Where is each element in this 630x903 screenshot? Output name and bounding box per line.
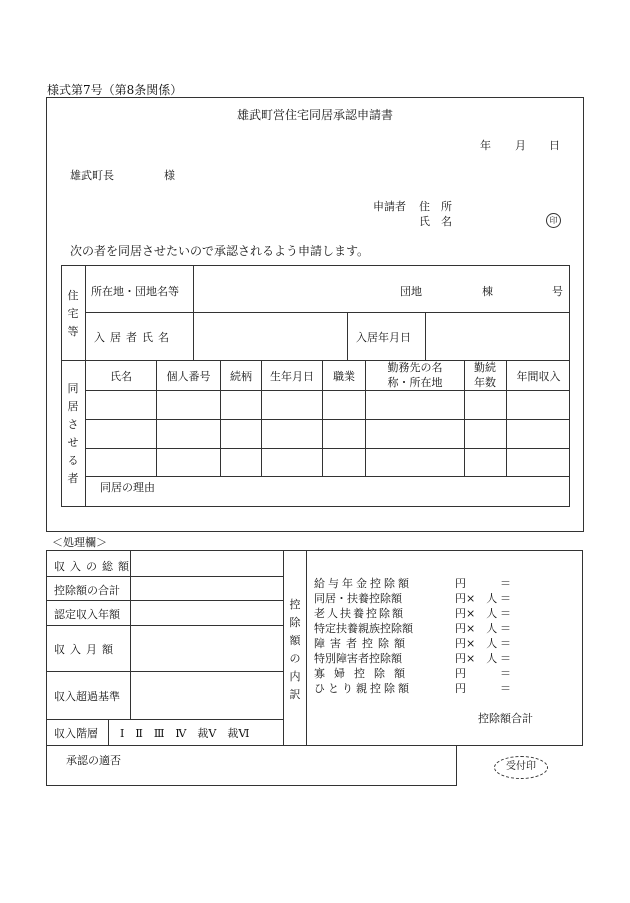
applicant-name-label: 氏 名 (419, 215, 452, 228)
deduction-total-label: 控除額の合計 (54, 584, 120, 597)
approval-label: 承認の適否 (66, 754, 121, 767)
deduction-name-2: 老人扶養控除額 (314, 607, 405, 620)
date-month: 月 (515, 139, 526, 152)
deduction-eq-2: ＝ (500, 607, 511, 620)
deduction-unit-6: 円 (455, 667, 466, 680)
header-annual-income: 年間収入 (516, 370, 561, 383)
deduction-unit-5: 円× 人 (455, 652, 498, 665)
housing-section-label: 住宅等 (67, 289, 79, 338)
deduction-breakdown-label: 控除額の内訳 (289, 598, 301, 701)
deduction-total-sum-label: 控除額合計 (478, 712, 533, 725)
deduction-unit-4: 円× 人 (455, 637, 498, 650)
receipt-stamp: 受付印 (494, 756, 548, 779)
header-workplace: 勤務先の名称・所在地 (387, 361, 443, 389)
deduction-name-0: 給与年金控除額 (314, 577, 412, 590)
deduction-eq-7: ＝ (500, 682, 511, 695)
certified-income-label: 認定収入年額 (54, 608, 120, 621)
reason-label: 同居の理由 (100, 481, 155, 494)
date-day: 日 (549, 139, 560, 152)
applicant-address-label: 住 所 (419, 200, 452, 213)
form-number: 様式第7号（第8条関係） (47, 83, 183, 97)
total-income-label: 収入の総額 (54, 560, 134, 573)
document-title: 雄武町営住宅同居承認申請書 (236, 108, 393, 122)
deduction-unit-7: 円 (455, 682, 466, 695)
addressee-suffix: 様 (164, 169, 175, 182)
deduction-unit-2: 円× 人 (455, 607, 498, 620)
header-occupation: 職業 (333, 370, 355, 383)
location-label: 所在地・団地名等 (91, 285, 179, 298)
deduction-eq-1: ＝ (500, 592, 511, 605)
monthly-income-label: 収入月額 (54, 643, 118, 656)
header-years-employed: 勤続年数 (474, 361, 496, 389)
income-tier-label: 収入階層 (54, 727, 98, 740)
request-text: 次の者を同居させたいので承認されるよう申請します。 (70, 244, 370, 258)
deduction-name-5: 特別障害者控除額 (314, 652, 402, 665)
deduction-eq-0: ＝ (500, 577, 511, 590)
deduction-eq-6: ＝ (500, 667, 511, 680)
deduction-unit-1: 円× 人 (455, 592, 498, 605)
date-year: 年 (480, 139, 491, 152)
deduction-eq-4: ＝ (500, 637, 511, 650)
cohabitant-section-label: 同居させる者 (67, 382, 79, 485)
deduction-name-6: 寡婦控除額 (314, 667, 414, 680)
header-name: 氏名 (110, 370, 132, 383)
deduction-unit-0: 円 (455, 577, 466, 590)
processing-label: ＜処理欄＞ (52, 536, 107, 549)
header-birthdate: 生年月日 (270, 370, 314, 383)
excess-income-standard-label: 収入超過基準 (54, 690, 120, 703)
income-tier-options: Ⅰ Ⅱ Ⅲ Ⅳ 裁Ⅴ 裁Ⅵ (120, 727, 250, 740)
deduction-eq-5: ＝ (500, 652, 511, 665)
seal-mark: 印 (546, 213, 561, 228)
deduction-name-1: 同居・扶養控除額 (314, 592, 402, 605)
header-relationship: 続柄 (230, 370, 252, 383)
unit-label: 号 (552, 285, 563, 298)
move-in-date-label: 入居年月日 (356, 331, 411, 344)
resident-name-label: 入居者氏名 (94, 331, 174, 344)
deduction-unit-3: 円× 人 (455, 622, 498, 635)
deduction-eq-3: ＝ (500, 622, 511, 635)
deduction-name-3: 特定扶養親族控除額 (314, 622, 413, 635)
deduction-name-4: 障害者控除額 (314, 637, 410, 650)
danchi-label: 団地 (400, 285, 422, 298)
deduction-name-7: ひとり親控除額 (314, 682, 412, 695)
header-personal-number: 個人番号 (166, 370, 211, 383)
applicant-label: 申請者 (373, 200, 406, 213)
addressee-name: 雄武町長 (70, 169, 114, 182)
building-label: 棟 (482, 285, 493, 298)
